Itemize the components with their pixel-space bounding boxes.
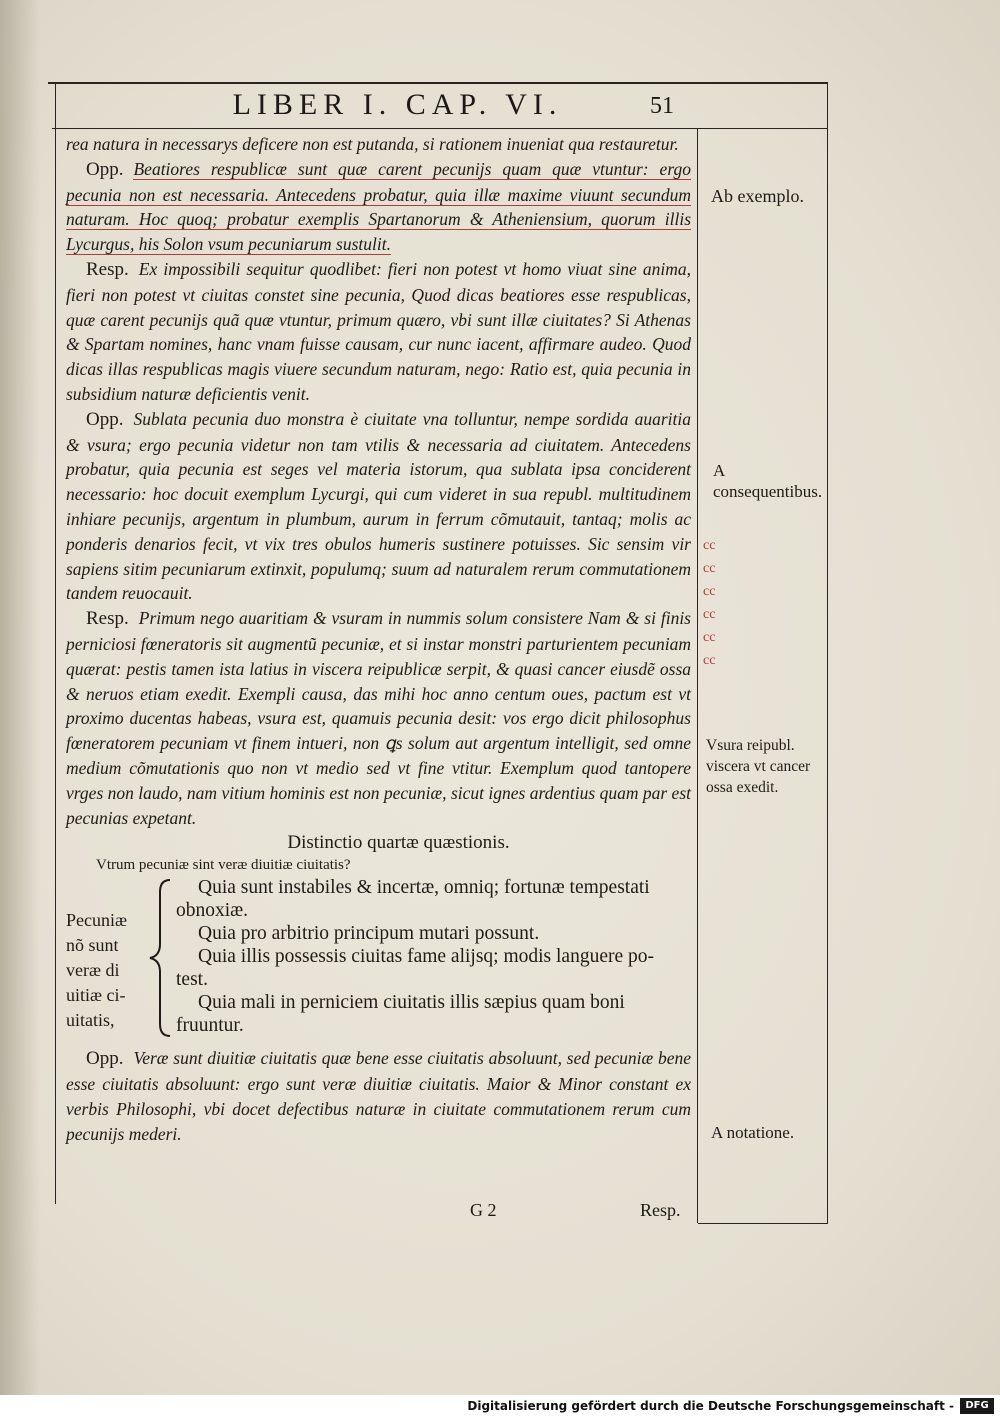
top-rule: [48, 82, 828, 84]
page-number: 51: [650, 93, 674, 119]
header-rule: [52, 128, 828, 129]
distinctio-item: Quia sunt instabiles & incertæ, omniq; fortunæ tempestati obnoxiæ.: [176, 877, 650, 922]
signature-mark: G 2: [470, 1200, 497, 1220]
margin-note: A notatione.: [711, 1123, 795, 1142]
margin-note: Ab exemplo.: [711, 186, 804, 206]
quote-mark: cc: [703, 561, 716, 576]
quote-mark: cc: [703, 630, 716, 645]
distinctio-items: [176, 876, 691, 1037]
paragraph: Opp. Veræ sunt diuitiæ ciuitatis quæ bene esse ciuitatis absoluunt, sed pecuniæ bene esse ciuitatis absoluunt: ergo sunt veræ diuitiæ ciuitatis. Maior & Minor constant ex verbis Philosophi, vbi docet defectibus naturæ in ciuitate commutationem rerum cum pecunijs mederi.: [66, 1048, 691, 1144]
left-rule: [55, 84, 56, 1204]
quote-mark: cc: [703, 607, 716, 622]
distinctio-lead: Pecuniæ nõ sunt veræ di uitiæ ci- uitatis,: [66, 910, 127, 1031]
quote-mark: cc: [703, 538, 716, 553]
paragraph-label: Opp.: [86, 408, 124, 430]
paragraph: Opp. Beatiores respublicæ sunt quæ carent pecunijs quam quæ vtuntur: ergo pecunia non est necessaria. Antecedens probatur, quia illæ maxime viuunt secundum naturam. Hoc quoq; probatur exemplis Spartanorum & Atheniensium, quorum illis Lycurgus, his Solon vsum pecuniarum sustulit.: [66, 158, 691, 255]
distinctio-item: Quia illis possessis ciuitas fame alijsq; modis languere po- test.: [176, 946, 655, 991]
distinctio-item: Quia pro arbitrio principum mutari possunt.: [198, 923, 540, 945]
page-edge-shadow: [0, 0, 40, 1395]
bottom-rule: [698, 1223, 828, 1224]
quote-mark: cc: [703, 653, 716, 668]
margin-note: A consequentibus.: [713, 461, 823, 501]
margin-note: Vsura reipubl. viscera vt cancer ossa exedit.: [706, 737, 811, 796]
paragraph-label: Opp.: [86, 1048, 124, 1070]
paragraph: Resp. Ex impossibili sequitur quodlibet: fieri non potest vt homo viuat sine anima, fieri non potest vt ciuitas constet sine pecunia, Quod dicas beatiores esse respublicas, quæ carent pecunijs quã quæ vtuntur, primum quæro, vbi sunt illæ ciuitates? Si Athenas & Spartam nomines, hanc vnam fuisse causam, cur nunc iacent, affirmare audeo. Quod dicas illas respublicas magis viuere secundum naturam, nego: Ratio est, quia pecunia in subsidium naturæ deficientis venit.: [66, 258, 691, 404]
text-right-rule: [697, 128, 698, 1223]
paragraph-label: Resp.: [86, 608, 129, 630]
curly-brace-icon: [146, 878, 176, 1038]
distinctio-table: [66, 876, 691, 1046]
paragraph-label: Opp.: [86, 158, 124, 180]
distinctio-title: Distinctio quartæ quæstionis.: [287, 832, 510, 854]
distinctio-question: Vtrum pecuniæ sint veræ diuitiæ ciuitatis?: [96, 857, 351, 874]
paragraph-label: Resp.: [86, 258, 129, 280]
quote-mark: cc: [703, 584, 716, 599]
dfg-logo: DFG: [960, 1398, 994, 1414]
catchword: Resp.: [640, 1200, 681, 1220]
paragraph: Opp. Sublata pecunia duo monstra è ciuitate vna tolluntur, nempe sordida auaritia & vsura; ergo pecunia videtur non tam vtilis & necessaria ad ciuitatem. Antecedens probatur, quia pecunia est seges vel materia istorum, qua sublata ipsa conciderent necessario: hoc docuit exemplum Lycurgi, qui cum videret in sua republ. multitudinem inhiare pecunijs, argentum in plumbum, aurum in ferrum cõmutauit, tantaq; molis ac ponderis denarios fecit, vt vix tres obulos humeris sustinere potuisses. Sic sensim vir sapiens sitim pecuniarum extinxit, populumq; suum ad naturalem rerum commutationem tandem reuocauit.: [66, 408, 691, 604]
footer-credit: Digitalisierung gefördert durch die Deutsche Forschungsgemeinschaft -: [467, 1399, 954, 1413]
main-text: [66, 132, 691, 1147]
footer-bar: [0, 1395, 1000, 1419]
outer-right-rule: [827, 84, 828, 1224]
paragraph: rea natura in necessarys deficere non est putanda, si rationem inueniat qua restauretur.: [66, 134, 679, 154]
running-head: LIBER I. CAP. VI.: [232, 88, 563, 121]
distinctio-item: Quia mali in perniciem ciuitatis illis sæpius quam boni fruuntur.: [176, 992, 625, 1037]
paragraph: Resp. Primum nego auaritiam & vsuram in nummis solum consistere Nam & si finis perniciosi fœneratoris sit augmentũ pecuniæ, et si instar monstri parturientem pecuniam quærat: pestis tamen ista latius in viscera reipublicæ serpit, & quasi cancer eiusdẽ ossa & neruos etiam exedit. Exempli causa, das mihi hoc anno centum oues, pactum est vt proximo ducentas habeas, vsura est, quamuis pecunia desit: vos ergo dicit philosophus fœneratorem pecuniam vt finem intueri, non ꝗs solum aut argentum intelligit, sed omne medium cõmutationis quo non vt medio sed vt fine vtitur. Exemplum quod tantopere vrges non laudo, nam vitium hominis est non pecuniæ, sicut ignes ardentius quam par est pecunias expetant.: [66, 608, 691, 828]
